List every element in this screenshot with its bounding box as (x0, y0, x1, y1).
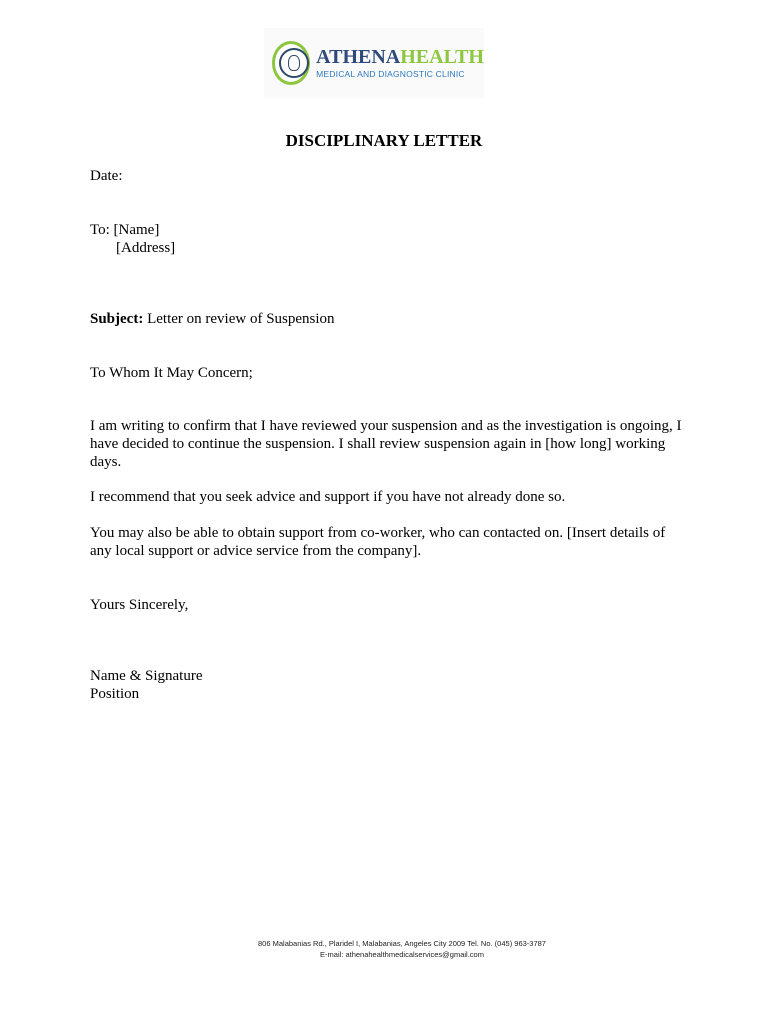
closing: Yours Sincerely, (90, 597, 189, 613)
position-line: Position (90, 686, 140, 702)
to-line: To: [Name] (90, 222, 160, 238)
logo-name-part1: ATHENA (316, 46, 401, 68)
footer-email: E-mail: athenahealthmedicalservices@gmail.com (320, 950, 484, 959)
signature-line: Name & Signature (90, 668, 203, 684)
logo-subtitle: MEDICAL AND DIAGNOSTIC CLINIC (316, 69, 465, 79)
subject-label: Subject: (90, 311, 144, 327)
address-line: [Address] (116, 240, 176, 256)
logo-name-part2: HEALTH (400, 46, 484, 68)
paragraph-1: I am writing to confirm that I have reviewed your suspension and as the investigation is ongoing, I have decided to continue the suspension. I shall review suspension again in [how long] working days. (90, 418, 682, 470)
letter-title: DISCIPLINARY LETTER (285, 131, 483, 150)
clinic-logo (264, 28, 484, 98)
salutation: To Whom It May Concern; (90, 365, 253, 381)
subject-line (90, 310, 335, 328)
owl-seal-icon (272, 41, 310, 85)
paragraph-2: I recommend that you seek advice and support if you have not already done so. (90, 489, 566, 505)
logo-text (316, 46, 484, 80)
paragraph-3: You may also be able to obtain support from co-worker, who can contacted on. [Insert details of any local support or advice service from the company]. (90, 525, 666, 559)
date-label: Date: (90, 168, 123, 184)
footer-address: 806 Malabanias Rd., Plaridel I, Malabanias, Angeles City 2009 Tel. No. (045) 963-3787 (258, 939, 546, 948)
subject-text: Letter on review of Suspension (143, 311, 335, 327)
logo-clinic-name (316, 46, 484, 68)
